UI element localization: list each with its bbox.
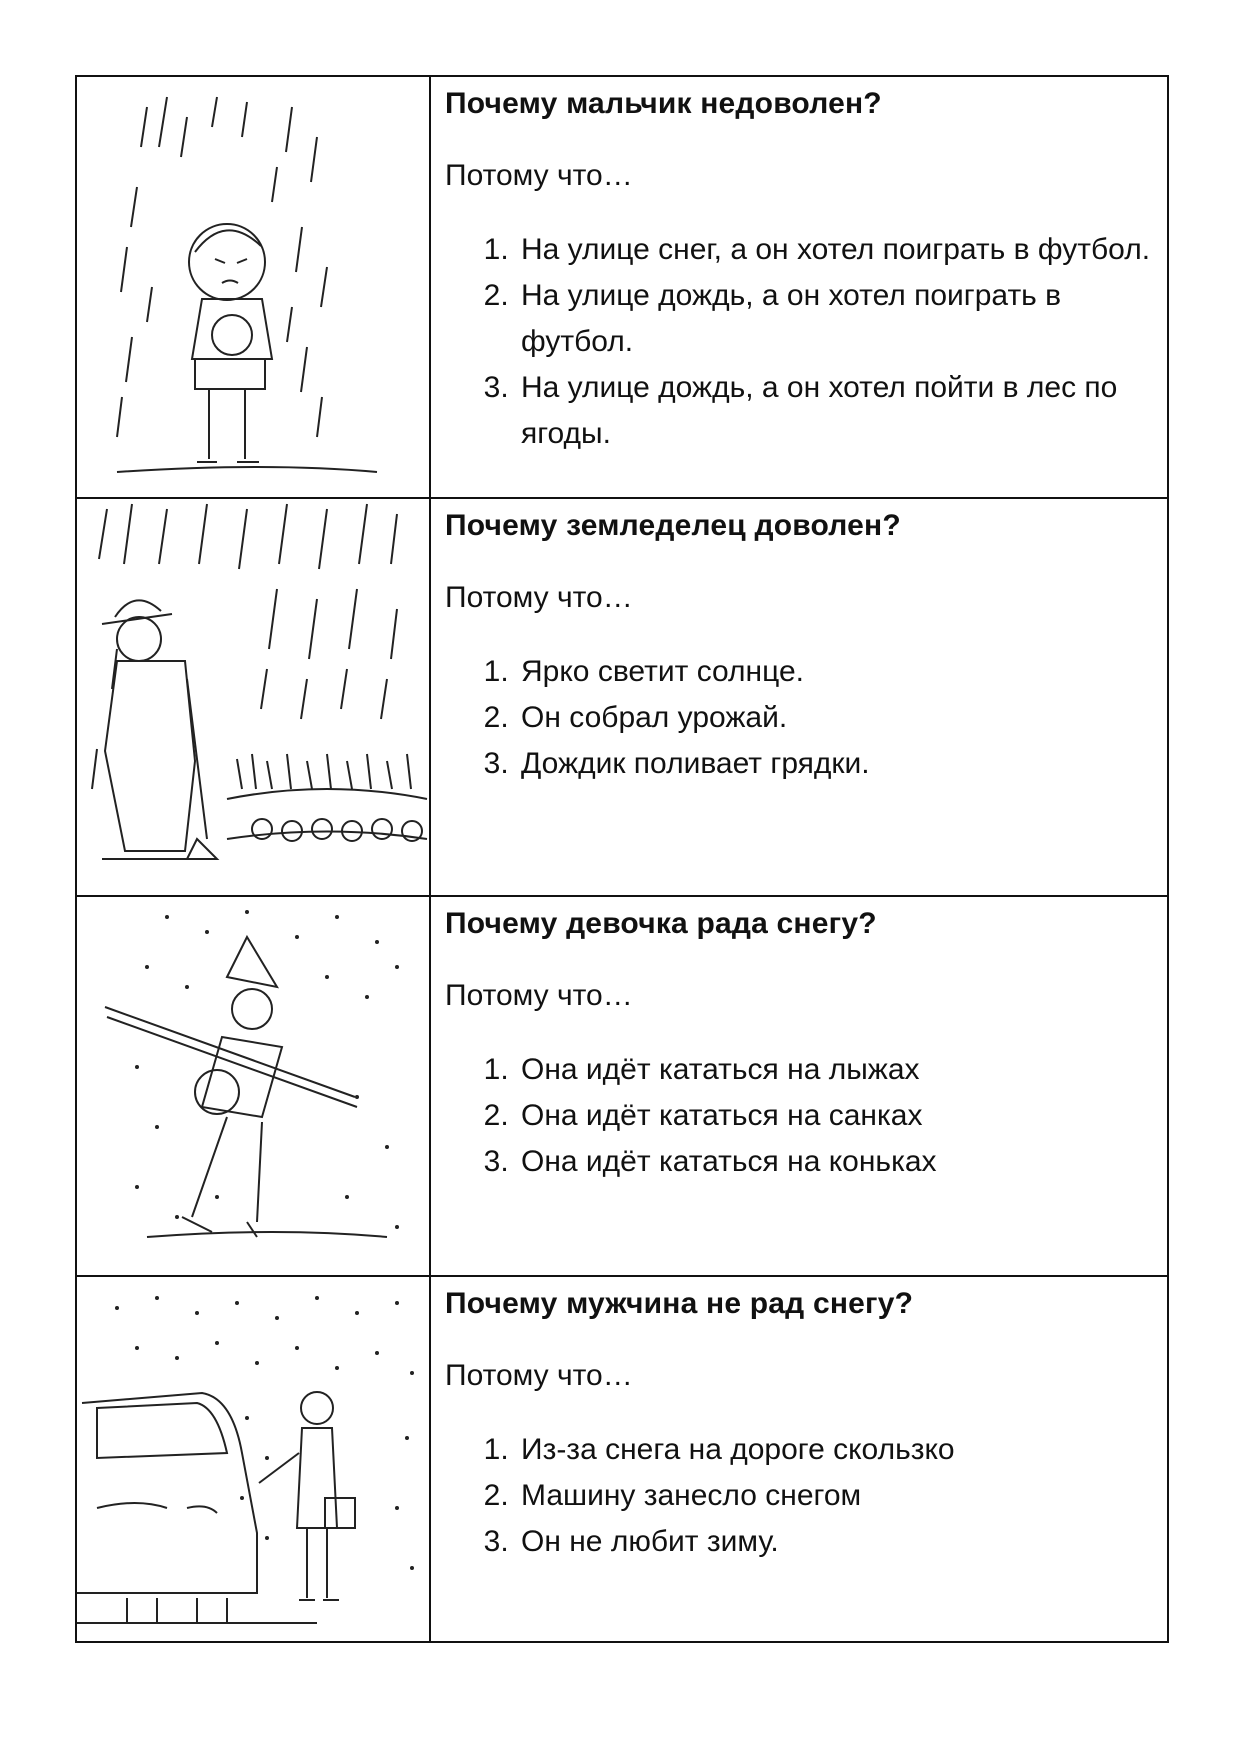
answer-prefix: Потому что… [445, 159, 633, 192]
answer-option: 1. Из-за снега на дороге скользко [517, 1427, 1153, 1473]
farmer-in-rain-icon [77, 499, 429, 895]
table-row [77, 499, 1167, 897]
question-title: Почему мужчина не рад снегу? [445, 1287, 914, 1320]
question-title: Почему девочка рада снегу? [445, 907, 877, 940]
answer-option: 3. На улице дождь, а он хотел пойти в лес по ягоды. [517, 365, 1153, 457]
boy-in-rain-illustration [77, 77, 431, 497]
man-with-car-illustration [77, 1277, 431, 1641]
girl-with-skis-icon [77, 897, 429, 1275]
girl-with-skis-illustration [77, 897, 431, 1275]
answer-options [445, 1427, 1153, 1565]
answer-option: 2. Она идёт кататься на санках [517, 1093, 1153, 1139]
question-title: Почему земледелец доволен? [445, 509, 901, 542]
answer-option: 2. Машину занесло снегом [517, 1473, 1153, 1519]
farmer-in-rain-illustration [77, 499, 431, 895]
answer-option: 2. Он собрал урожай. [517, 695, 1153, 741]
table-row [77, 77, 1167, 499]
answer-option: 2. На улице дождь, а он хотел поиграть в футбол. [517, 273, 1153, 365]
answer-prefix: Потому что… [445, 1359, 633, 1392]
answer-option: 3. Дождик поливает грядки. [517, 741, 1153, 787]
answer-options [445, 1047, 1153, 1185]
worksheet-table [75, 75, 1169, 1643]
question-title: Почему мальчик недоволен? [445, 87, 882, 120]
answer-option: 1. На улице снег, а он хотел поиграть в футбол. [517, 227, 1153, 273]
answer-option: 1. Ярко светит солнце. [517, 649, 1153, 695]
answer-option: 3. Она идёт кататься на коньках [517, 1139, 1153, 1185]
answer-option: 1. Она идёт кататься на лыжах [517, 1047, 1153, 1093]
answer-option: 3. Он не любит зиму. [517, 1519, 1153, 1565]
boy-in-rain-icon [77, 77, 429, 497]
answer-options [445, 649, 1153, 787]
man-with-car-icon [77, 1277, 429, 1641]
answer-prefix: Потому что… [445, 581, 633, 614]
table-row [77, 897, 1167, 1277]
answer-options [445, 227, 1153, 457]
answer-prefix: Потому что… [445, 979, 633, 1012]
table-row [77, 1277, 1167, 1641]
